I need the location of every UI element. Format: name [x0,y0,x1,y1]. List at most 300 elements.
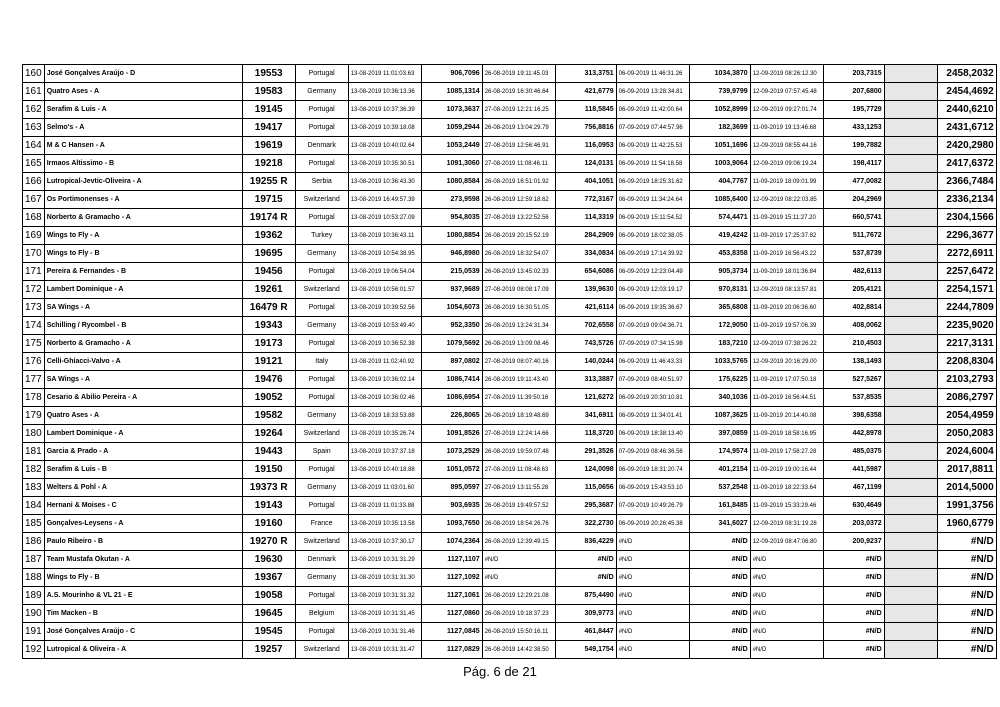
blank-shaded-cell [884,299,937,317]
table-row [23,641,997,659]
total-score-cell: 2217,3131 [937,335,996,353]
arrival-time-2-cell: 27-08-2019 13:11:55.28 [482,479,555,497]
arrival-time-2-cell: 26-08-2019 14:42:38.50 [482,641,555,659]
score-3-cell: #N/D [689,605,750,623]
score-3-cell: 340,1036 [689,389,750,407]
score-4-cell: 402,8814 [823,299,884,317]
score-3-cell: 970,8131 [689,281,750,299]
rank-cell: 188 [23,569,45,587]
entry-name-cell: Norberto & Gramacho - A [44,335,242,353]
score-3-cell: 183,7210 [689,335,750,353]
score-1-cell: 1073,3637 [421,101,482,119]
blank-shaded-cell [884,407,937,425]
score-3-cell: 174,9574 [689,443,750,461]
score-1-cell: 1127,1107 [421,551,482,569]
blank-shaded-cell [884,425,937,443]
ring-number-cell: 19143 [242,497,295,515]
arrival-time-2-cell: #N/D [482,551,555,569]
arrival-time-4-cell: 11-09-2019 15:33:29.46 [750,497,823,515]
total-score-cell: #N/D [937,533,996,551]
score-1-cell: 1127,0860 [421,605,482,623]
arrival-time-2-cell: 26-08-2019 12:59:18.62 [482,191,555,209]
arrival-time-1-cell: 13-08-2019 10:40:18.88 [348,461,421,479]
entry-name-cell: Quatro Ases - A [44,407,242,425]
blank-shaded-cell [884,641,937,659]
table-row [23,191,997,209]
arrival-time-4-cell: 11-09-2019 17:58:27.28 [750,443,823,461]
arrival-time-3-cell: #N/D [616,605,689,623]
score-1-cell: 1085,1314 [421,83,482,101]
arrival-time-3-cell: 06-09-2019 12:03:19.17 [616,281,689,299]
table-row [23,461,997,479]
blank-shaded-cell [884,335,937,353]
score-4-cell: 477,0082 [823,173,884,191]
table-row [23,587,997,605]
entry-name-cell: SA Wings - A [44,299,242,317]
blank-shaded-cell [884,443,937,461]
table-row [23,479,997,497]
table-row [23,119,997,137]
arrival-time-4-cell: 12-09-2019 09:27:01.74 [750,101,823,119]
arrival-time-2-cell: 27-08-2019 12:21:16.25 [482,101,555,119]
rank-cell: 170 [23,245,45,263]
arrival-time-4-cell: 12-09-2019 07:57:45.48 [750,83,823,101]
score-1-cell: 952,3350 [421,317,482,335]
rank-cell: 178 [23,389,45,407]
arrival-time-2-cell: 27-08-2019 12:56:46.91 [482,137,555,155]
entry-name-cell: José Gonçalves Araújo - C [44,623,242,641]
entry-name-cell: Quatro Ases - A [44,83,242,101]
arrival-time-2-cell: 26-08-2019 19:49:57.52 [482,497,555,515]
score-1-cell: 937,9689 [421,281,482,299]
score-2-cell: #N/D [555,551,616,569]
rank-cell: 177 [23,371,45,389]
score-1-cell: 1093,7650 [421,515,482,533]
arrival-time-3-cell: 06-09-2019 18:02:38.05 [616,227,689,245]
score-4-cell: 207,6800 [823,83,884,101]
ring-number-cell: 19270 R [242,533,295,551]
rank-cell: 187 [23,551,45,569]
blank-shaded-cell [884,65,937,83]
arrival-time-3-cell: 07-09-2019 08:40:51.97 [616,371,689,389]
entry-name-cell: Norberto & Gramacho - A [44,209,242,227]
score-2-cell: 341,6911 [555,407,616,425]
arrival-time-1-cell: 13-08-2019 18:33:53.88 [348,407,421,425]
country-cell: Serbia [295,173,348,191]
arrival-time-2-cell: 26-08-2019 15:50:16.11 [482,623,555,641]
arrival-time-2-cell: 26-08-2019 19:11:45.03 [482,65,555,83]
arrival-time-1-cell: 13-08-2019 10:36:52.38 [348,335,421,353]
arrival-time-3-cell: #N/D [616,569,689,587]
country-cell: Germany [295,83,348,101]
score-3-cell: #N/D [689,641,750,659]
country-cell: Italy [295,353,348,371]
arrival-time-1-cell: 13-08-2019 10:53:27.09 [348,209,421,227]
blank-shaded-cell [884,623,937,641]
table-row [23,515,997,533]
ring-number-cell: 19553 [242,65,295,83]
score-3-cell: 1085,6400 [689,191,750,209]
arrival-time-2-cell: 26-08-2019 13:04:29.79 [482,119,555,137]
score-3-cell: 739,9799 [689,83,750,101]
table-row [23,551,997,569]
ring-number-cell: 19173 [242,335,295,353]
score-2-cell: 291,3526 [555,443,616,461]
country-cell: Belgium [295,605,348,623]
arrival-time-1-cell: 13-08-2019 19:06:54.04 [348,263,421,281]
blank-shaded-cell [884,587,937,605]
score-4-cell: 467,1199 [823,479,884,497]
ring-number-cell: 19261 [242,281,295,299]
arrival-time-3-cell: 06-09-2019 18:25:31.62 [616,173,689,191]
score-3-cell: 172,9050 [689,317,750,335]
score-4-cell: #N/D [823,623,884,641]
score-1-cell: 1080,8854 [421,227,482,245]
total-score-cell: 2024,6004 [937,443,996,461]
score-3-cell: 574,4471 [689,209,750,227]
score-4-cell: 482,6113 [823,263,884,281]
score-1-cell: 273,9598 [421,191,482,209]
total-score-cell: #N/D [937,587,996,605]
total-score-cell: #N/D [937,623,996,641]
blank-shaded-cell [884,371,937,389]
score-2-cell: 756,8816 [555,119,616,137]
total-score-cell: #N/D [937,569,996,587]
arrival-time-3-cell: 06-09-2019 12:23:04.49 [616,263,689,281]
arrival-time-2-cell: 27-08-2019 12:24:14.66 [482,425,555,443]
score-3-cell: 1003,9064 [689,155,750,173]
arrival-time-4-cell: 12-09-2019 07:38:26.22 [750,335,823,353]
entry-name-cell: Lambert Dominique - A [44,425,242,443]
score-4-cell: 433,1253 [823,119,884,137]
ring-number-cell: 16479 R [242,299,295,317]
total-score-cell: 2017,8811 [937,461,996,479]
ring-number-cell: 19582 [242,407,295,425]
rank-cell: 164 [23,137,45,155]
table-row [23,137,997,155]
score-4-cell: #N/D [823,569,884,587]
score-4-cell: 442,8978 [823,425,884,443]
arrival-time-3-cell: 06-09-2019 11:46:31.26 [616,65,689,83]
arrival-time-2-cell: 26-08-2019 13:45:02.33 [482,263,555,281]
country-cell: Portugal [295,335,348,353]
score-3-cell: #N/D [689,551,750,569]
arrival-time-2-cell: #N/D [482,569,555,587]
score-1-cell: 906,7096 [421,65,482,83]
rank-cell: 171 [23,263,45,281]
arrival-time-1-cell: 13-08-2019 10:37:36.39 [348,101,421,119]
total-score-cell: 2014,5000 [937,479,996,497]
score-3-cell: 1052,8999 [689,101,750,119]
arrival-time-2-cell: 26-08-2019 20:15:52.19 [482,227,555,245]
score-3-cell: 453,8358 [689,245,750,263]
score-1-cell: 226,8065 [421,407,482,425]
score-1-cell: 946,8980 [421,245,482,263]
total-score-cell: 2431,6712 [937,119,996,137]
ring-number-cell: 19373 R [242,479,295,497]
rank-cell: 162 [23,101,45,119]
arrival-time-4-cell: #N/D [750,605,823,623]
entry-name-cell: Wings to Fly - B [44,569,242,587]
country-cell: Switzerland [295,191,348,209]
arrival-time-1-cell: 13-08-2019 11:02:40.92 [348,353,421,371]
total-score-cell: 2458,2032 [937,65,996,83]
score-1-cell: 1127,1092 [421,569,482,587]
blank-shaded-cell [884,155,937,173]
score-2-cell: 743,5726 [555,335,616,353]
table-row [23,227,997,245]
arrival-time-1-cell: 13-08-2019 11:01:33.88 [348,497,421,515]
table-row [23,533,997,551]
score-2-cell: 114,3319 [555,209,616,227]
table-row [23,353,997,371]
arrival-time-4-cell: #N/D [750,641,823,659]
arrival-time-4-cell: 12-09-2019 08:55:44.16 [750,137,823,155]
score-2-cell: 421,6779 [555,83,616,101]
country-cell: France [295,515,348,533]
score-4-cell: 485,0375 [823,443,884,461]
arrival-time-3-cell: 07-09-2019 09:04:36.71 [616,317,689,335]
arrival-time-2-cell: 26-08-2019 19:59:07.48 [482,443,555,461]
ring-number-cell: 19264 [242,425,295,443]
entry-name-cell: A.S. Mourinho & VL 21 - E [44,587,242,605]
score-1-cell: 1091,8526 [421,425,482,443]
blank-shaded-cell [884,569,937,587]
country-cell: Portugal [295,209,348,227]
score-2-cell: 140,0244 [555,353,616,371]
rank-cell: 182 [23,461,45,479]
score-1-cell: 895,0597 [421,479,482,497]
score-2-cell: 118,3720 [555,425,616,443]
country-cell: Germany [295,479,348,497]
total-score-cell: 2336,2134 [937,191,996,209]
score-3-cell: 1051,1696 [689,137,750,155]
arrival-time-3-cell: 06-09-2019 11:42:00.64 [616,101,689,119]
entry-name-cell: Irmaos Altissimo - B [44,155,242,173]
score-3-cell: 182,3699 [689,119,750,137]
arrival-time-1-cell: 13-08-2019 10:37:30.17 [348,533,421,551]
score-2-cell: 124,0131 [555,155,616,173]
ring-number-cell: 19218 [242,155,295,173]
arrival-time-1-cell: 13-08-2019 10:39:18.08 [348,119,421,137]
ring-number-cell: 19476 [242,371,295,389]
arrival-time-3-cell: #N/D [616,623,689,641]
arrival-time-4-cell: 12-09-2019 08:31:19.28 [750,515,823,533]
entry-name-cell: Lutropical & Oliveira - A [44,641,242,659]
table-row [23,173,997,191]
arrival-time-2-cell: 26-08-2019 13:09:08.46 [482,335,555,353]
score-1-cell: 903,6935 [421,497,482,515]
ring-number-cell: 19150 [242,461,295,479]
total-score-cell: 2304,1566 [937,209,996,227]
score-1-cell: 1073,2529 [421,443,482,461]
total-score-cell: 2420,2980 [937,137,996,155]
rank-cell: 172 [23,281,45,299]
ring-number-cell: 19145 [242,101,295,119]
arrival-time-4-cell: 12-09-2019 09:06:19.24 [750,155,823,173]
arrival-time-2-cell: 27-08-2019 08:08:17.09 [482,281,555,299]
arrival-time-1-cell: 13-08-2019 10:40:02.64 [348,137,421,155]
arrival-time-1-cell: 13-08-2019 10:36:43.11 [348,227,421,245]
ring-number-cell: 19417 [242,119,295,137]
score-3-cell: #N/D [689,623,750,641]
arrival-time-1-cell: 13-08-2019 10:54:38.95 [348,245,421,263]
country-cell: Spain [295,443,348,461]
arrival-time-4-cell: 11-09-2019 18:09:01.99 [750,173,823,191]
table-row [23,155,997,173]
ring-number-cell: 19058 [242,587,295,605]
arrival-time-1-cell: 13-08-2019 10:36:02.14 [348,371,421,389]
country-cell: Portugal [295,497,348,515]
score-4-cell: 203,7315 [823,65,884,83]
results-table [22,64,997,659]
arrival-time-1-cell: 13-08-2019 10:37:37.18 [348,443,421,461]
total-score-cell: #N/D [937,641,996,659]
arrival-time-1-cell: 13-08-2019 10:35:26.74 [348,425,421,443]
arrival-time-1-cell: 13-08-2019 10:31:31.30 [348,569,421,587]
blank-shaded-cell [884,137,937,155]
table-row [23,281,997,299]
rank-cell: 190 [23,605,45,623]
arrival-time-4-cell: 11-09-2019 17:25:37.82 [750,227,823,245]
arrival-time-4-cell: 11-09-2019 18:01:36.84 [750,263,823,281]
arrival-time-4-cell: 11-09-2019 17:07:50.18 [750,371,823,389]
arrival-time-3-cell: #N/D [616,641,689,659]
arrival-time-3-cell: 06-09-2019 15:43:53.10 [616,479,689,497]
arrival-time-1-cell: 13-08-2019 10:31:31.47 [348,641,421,659]
score-4-cell: 138,1493 [823,353,884,371]
score-2-cell: 836,4229 [555,533,616,551]
table-row [23,407,997,425]
score-4-cell: 660,5741 [823,209,884,227]
score-1-cell: 1127,0845 [421,623,482,641]
arrival-time-2-cell: 26-08-2019 16:51:01.92 [482,173,555,191]
ring-number-cell: 19695 [242,245,295,263]
arrival-time-3-cell: 06-09-2019 11:46:43.33 [616,353,689,371]
country-cell: Switzerland [295,641,348,659]
entry-name-cell: Os Portimonenses - A [44,191,242,209]
country-cell: Portugal [295,371,348,389]
arrival-time-4-cell: 12-09-2019 20:16:29.00 [750,353,823,371]
score-2-cell: 116,0953 [555,137,616,155]
score-1-cell: 1059,2944 [421,119,482,137]
arrival-time-3-cell: 06-09-2019 20:26:45.38 [616,515,689,533]
arrival-time-3-cell: 06-09-2019 18:31:20.74 [616,461,689,479]
ring-number-cell: 19645 [242,605,295,623]
arrival-time-2-cell: 26-08-2019 12:29:21.08 [482,587,555,605]
table-row [23,83,997,101]
arrival-time-2-cell: 27-08-2019 11:08:46.11 [482,155,555,173]
arrival-time-4-cell: #N/D [750,587,823,605]
entry-name-cell: Serafim & Luis - B [44,461,242,479]
total-score-cell: 2086,2797 [937,389,996,407]
score-2-cell: 118,5845 [555,101,616,119]
arrival-time-4-cell: #N/D [750,551,823,569]
rank-cell: 161 [23,83,45,101]
score-4-cell: 537,8739 [823,245,884,263]
score-1-cell: 1086,7414 [421,371,482,389]
arrival-time-4-cell: 11-09-2019 16:56:43.22 [750,245,823,263]
score-1-cell: 897,0802 [421,353,482,371]
arrival-time-3-cell: 06-09-2019 11:42:25.53 [616,137,689,155]
blank-shaded-cell [884,173,937,191]
score-4-cell: 511,7672 [823,227,884,245]
blank-shaded-cell [884,227,937,245]
score-3-cell: 365,6808 [689,299,750,317]
score-1-cell: 1054,6073 [421,299,482,317]
rank-cell: 189 [23,587,45,605]
score-3-cell: 419,4242 [689,227,750,245]
score-4-cell: 205,4121 [823,281,884,299]
blank-shaded-cell [884,605,937,623]
arrival-time-1-cell: 13-08-2019 10:31:31.46 [348,623,421,641]
arrival-time-4-cell: #N/D [750,623,823,641]
blank-shaded-cell [884,389,937,407]
country-cell: Turkey [295,227,348,245]
arrival-time-3-cell: 06-09-2019 11:54:18.58 [616,155,689,173]
arrival-time-1-cell: 13-08-2019 11:03:01.60 [348,479,421,497]
score-3-cell: #N/D [689,587,750,605]
rank-cell: 167 [23,191,45,209]
country-cell: Portugal [295,101,348,119]
ring-number-cell: 19715 [242,191,295,209]
blank-shaded-cell [884,497,937,515]
total-score-cell: 1960,6779 [937,515,996,533]
score-1-cell: 1080,8584 [421,173,482,191]
rank-cell: 180 [23,425,45,443]
score-2-cell: 284,2909 [555,227,616,245]
blank-shaded-cell [884,263,937,281]
blank-shaded-cell [884,245,937,263]
rank-cell: 173 [23,299,45,317]
score-4-cell: #N/D [823,641,884,659]
score-2-cell: 702,6558 [555,317,616,335]
rank-cell: 184 [23,497,45,515]
arrival-time-4-cell: 12-09-2019 08:13:57.81 [750,281,823,299]
rank-cell: 176 [23,353,45,371]
blank-shaded-cell [884,461,937,479]
arrival-time-4-cell: 11-09-2019 20:14:40.08 [750,407,823,425]
score-2-cell: #N/D [555,569,616,587]
table-row [23,389,997,407]
score-4-cell: 630,4649 [823,497,884,515]
table-row [23,65,997,83]
ring-number-cell: 19160 [242,515,295,533]
blank-shaded-cell [884,353,937,371]
country-cell: Portugal [295,119,348,137]
score-3-cell: #N/D [689,533,750,551]
entry-name-cell: Team Mustafa Okutan - A [44,551,242,569]
entry-name-cell: Tim Macken - B [44,605,242,623]
page-number: Pág. 6 de 21 [463,664,537,679]
arrival-time-1-cell: 13-08-2019 11:01:03.63 [348,65,421,83]
blank-shaded-cell [884,83,937,101]
arrival-time-4-cell: 11-09-2019 16:56:44.51 [750,389,823,407]
arrival-time-3-cell: 06-09-2019 13:28:34.81 [616,83,689,101]
score-1-cell: 1091,3060 [421,155,482,173]
score-3-cell: 397,0859 [689,425,750,443]
score-2-cell: 139,9630 [555,281,616,299]
arrival-time-4-cell: 11-09-2019 19:57:06.39 [750,317,823,335]
country-cell: Portugal [295,299,348,317]
blank-shaded-cell [884,551,937,569]
arrival-time-1-cell: 13-08-2019 10:36:43.30 [348,173,421,191]
country-cell: Switzerland [295,281,348,299]
arrival-time-2-cell: 26-08-2019 16:30:46.64 [482,83,555,101]
score-2-cell: 309,9773 [555,605,616,623]
arrival-time-1-cell: 13-08-2019 10:31:31.29 [348,551,421,569]
score-2-cell: 124,0098 [555,461,616,479]
